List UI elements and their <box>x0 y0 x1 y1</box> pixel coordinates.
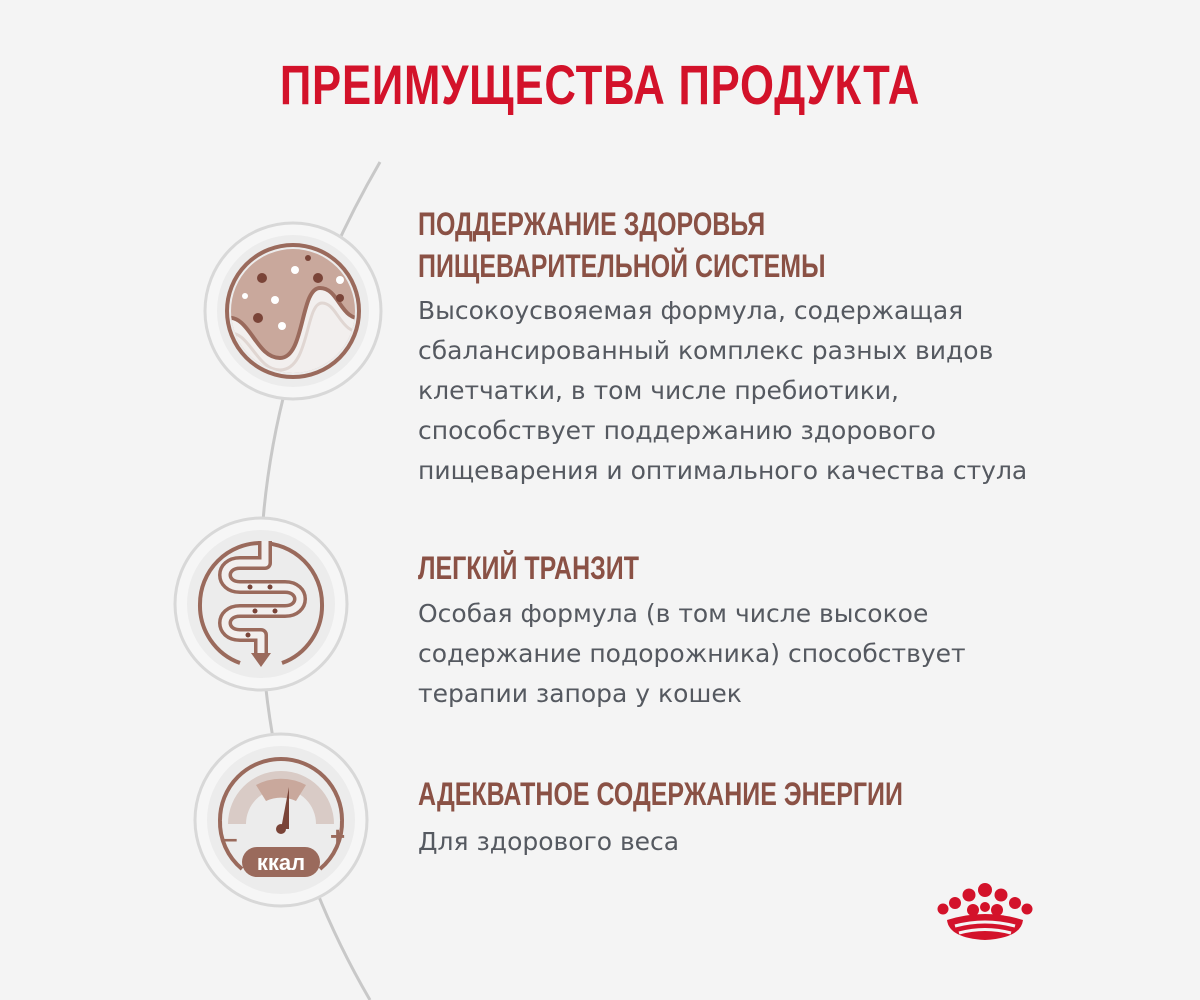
intestine-transit-icon <box>170 513 352 700</box>
benefit-3-heading-line: АДЕКВАТНОЕ СОДЕРЖАНИЕ ЭНЕРГИИ <box>418 776 903 812</box>
benefit-2-text-line: терапии запора у кошек <box>418 679 742 708</box>
digestive-health-icon <box>200 218 386 409</box>
benefit-1-text-line: сбалансированный комплекс разных видов <box>418 336 994 365</box>
benefit-2-heading <box>418 547 639 589</box>
benefit-1-text-line: пищеварения и оптимального качества стула <box>418 456 1028 485</box>
benefit-1-heading-line: ПИЩЕВАРИТЕЛЬНОЙ СИСТЕМЫ <box>418 248 826 284</box>
royal-canin-crown-logo <box>933 882 1037 949</box>
gauge-minus-label: – <box>223 823 238 853</box>
energy-gauge-icon <box>190 729 372 916</box>
benefit-2-text-line: содержание подорожника) способствует <box>418 639 966 668</box>
gauge-unit-label: ккал <box>256 850 306 875</box>
benefit-1-heading-line: ПОДДЕРЖАНИЕ ЗДОРОВЬЯ <box>418 206 766 242</box>
benefit-1-text-line: клетчатки, в том числе пребиотики, <box>418 376 899 405</box>
benefit-3-text-line: Для здорового веса <box>418 827 680 856</box>
benefit-3-description <box>418 822 679 862</box>
benefit-1-description <box>418 291 1027 491</box>
benefit-1-text-line: способствует поддержанию здорового <box>418 416 936 445</box>
gauge-plus-label: + <box>330 821 346 851</box>
benefit-1-heading <box>418 203 826 287</box>
benefit-3-heading <box>418 773 903 815</box>
benefit-2-heading-line: ЛЕГКИЙ ТРАНЗИТ <box>418 550 639 586</box>
benefit-1-text-line: Высокоусвояемая формула, содержащая <box>418 296 964 325</box>
page-title: ПРЕИМУЩЕСТВА ПРОДУКТА <box>279 53 921 116</box>
benefit-2-text-line: Особая формула (в том числе высокое <box>418 599 929 628</box>
benefit-2-description <box>418 594 966 714</box>
